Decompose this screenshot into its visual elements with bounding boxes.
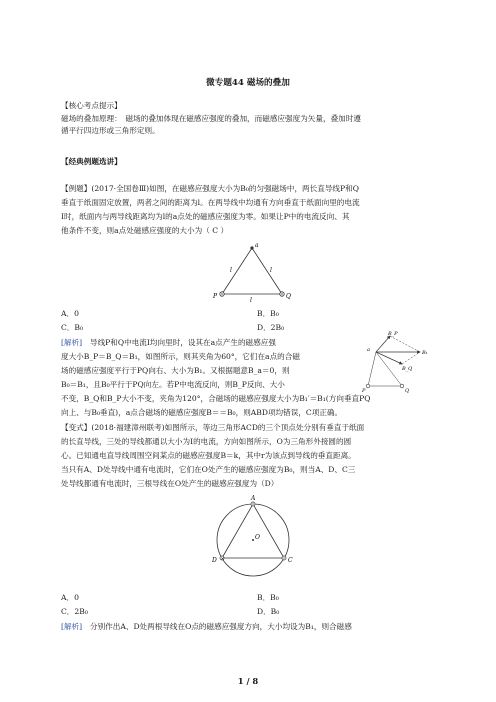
point-a-label-fig3: A [251,495,256,502]
core-text-line-1: 磁场的叠加原理： 磁场的叠加体现在磁感应强度的叠加，而磁感应强度为矢量，叠加时遵 [61,114,361,123]
variant-text-line-5: 处导线都通有电流时，三根导线在O处产生的磁感应强度为（D） [61,479,279,488]
example-text-line-3: I时，纸面内与两导线距离均为l的a点处的磁感应强度为零。如果让P中的电流反向、其 [61,212,350,221]
option-a: A．0 [61,309,79,318]
section-heading-core: 【核心考点提示】 [61,101,122,110]
variant-option-d: D．B₀ [257,607,280,616]
page-title: 微专题44 磁场的叠加 [206,78,290,88]
core-text-line-2: 循平行四边形或三角形定则。 [61,126,160,135]
variant-analysis-line-1: 分别作出A、D处两根导线在O点的磁感应强度方向，大小均设为B₁，则合磁感 [90,622,352,631]
option-b: B．B₀ [257,309,279,318]
triangle-figure [212,242,292,304]
point-q-label: Q [286,293,291,300]
bp-label: B_P [388,331,398,337]
analysis-tag: [解析] [61,338,83,347]
point-p-label: P [213,293,218,300]
circle-triangle-figure [210,492,296,582]
example-text-line-2: 垂直于纸面固定放置，两者之间的距离为l。在两导线中均通有方向垂直于纸面向里的电流 [61,198,360,207]
section-heading-examples: 【经典例题选讲】 [61,157,122,166]
vector-figure [362,330,440,392]
variant-option-c: C．2B₀ [61,607,88,616]
variant-option-b: B．B₀ [257,593,279,602]
a-label-fig2: a [367,347,370,353]
analysis-line-5: 不变，B_Q和B_P大小不变，夹角为120°，合磁场的磁感应强度大小为B₁′＝B₁(方向垂直PQ [61,394,371,403]
point-a-label: a [255,242,259,249]
variant-option-a: A．0 [61,593,79,602]
side-l-left: l [230,267,232,274]
side-l-right: l [270,267,272,274]
option-d: D．2B₀ [257,323,285,332]
point-d-label: D [212,557,217,564]
option-c: C．B₀ [61,323,84,332]
svg-text:×: × [220,556,225,562]
variant-analysis-tag: [解析] [61,622,83,631]
b1-label: B₁ [422,350,428,356]
example-text-line-4: 他条件不变，则a点处磁感应强度的大小为（ C ） [61,226,229,235]
q-label-fig2: Q [405,388,410,394]
variant-text-line-2: 的长直导线，三处的导线都通以大小为I的电流，方向如图所示，O为三角形外接圆的圆 [61,437,352,446]
variant-text-line-1: 【变式】(2018·福建漳州联考)如图所示，等边三角形ACD的三个顶点处分别有垂直于纸面 [61,423,365,432]
page-number: 1 / 8 [237,676,259,686]
variant-text-line-4: 当只有A、D处导线中通有电流时，它们在O处产生的磁感应强度为B₀，则当A、D、C三 [61,465,356,474]
point-c-label: C [288,557,293,564]
side-l-bottom: l [250,297,252,304]
example-text-line-1: 【例题】(2017·全国卷Ⅲ)如图，在磁感应强度大小为B₀的匀强磁场中，两长直导线P和Q [61,184,359,193]
analysis-line-3: 场的磁感应强度平行于PQ向右、大小为B₁。又根据题意B_a＝0，则 [61,366,290,375]
variant-text-line-3: 心。已知通电直导线周围空间某点的磁感应强度B＝k，其中r为该点到导线的垂直距离。 [61,451,356,460]
p-label-fig2: P [362,388,366,394]
analysis-line-2: 度大小B_P＝B_Q＝B₁，如图所示，则其夹角为60°，它们在a点的合磁 [61,352,300,361]
analysis-line-1: 导线P和Q中电流I均向里时，设其在a点产生的磁感应强 [90,338,276,347]
bq-label: B_Q [402,366,413,372]
point-o-label: O [255,534,260,541]
analysis-line-6: 向上、与B₀垂直)，a点合磁场的磁感应强度B＝＝B₀，则ABD项均错误，C项正确。 [61,408,343,417]
analysis-line-4: B₀＝B₁，且B₀平行于PQ向左。若P中电流反向，则B_P反向、大小 [61,380,285,389]
